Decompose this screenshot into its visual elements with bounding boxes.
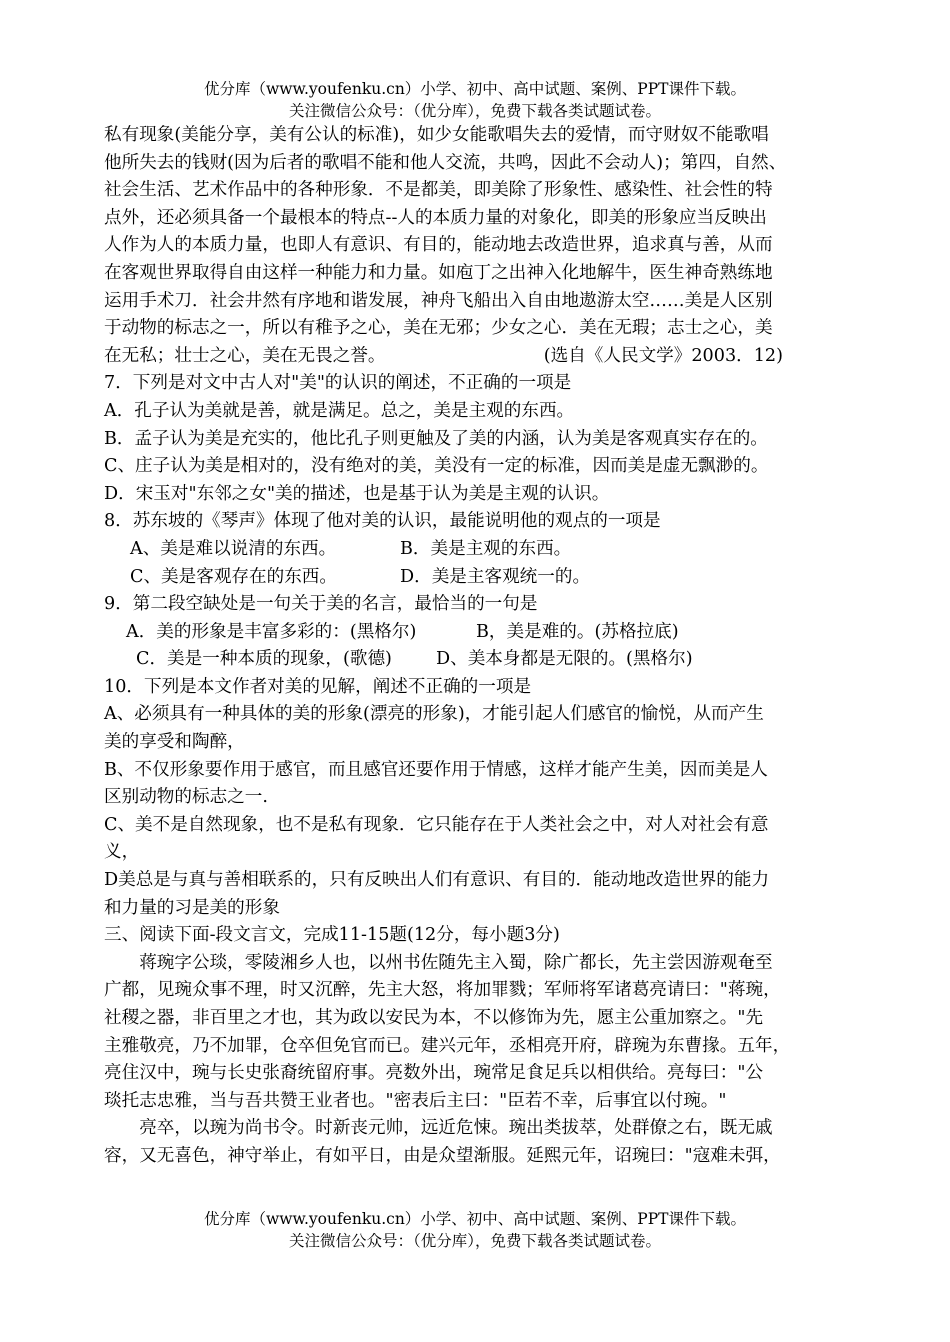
options-row [104,619,849,647]
question-stem: 7．下列是对文中古人对"美"的认识的阐述，不正确的一项是 [104,373,572,394]
question-9 [104,591,849,674]
document-body [104,122,849,1171]
passage-line: 社会生活、艺术作品中的各种形象．不是都美，即美除了形象性、感染性、社会性的特 [104,180,773,201]
section-heading: 三、阅读下面-段文言文，完成11-15题(12分，每小题3分) [104,925,560,946]
passage-line: 私有现象(美能分享，美有公认的标准)，如少女能歌唱失去的爱情，而守财奴不能歌唱 [104,125,769,145]
header-line-1: 优分库（www.youfenku.cn）小学、初中、高中试题、案例、PPT课件下载。 [203,80,747,98]
option-c: C．美是一种本质的现象，(歌德) [136,649,392,670]
question-10 [104,674,849,922]
option-a-line-1: A、必须具有一种具体的美的形象(漂亮的形象)，才能引起人们感官的愉悦，从而产生 [104,704,764,725]
question-8 [104,508,849,591]
option-a: A．美的形象是丰富多彩的：(黑格尔) [126,621,417,642]
option-a: A、美是难以说清的东西。 [130,538,337,559]
options-row [104,536,849,564]
footer-line-1: 优分库（www.youfenku.cn）小学、初中、高中试题、案例、PPT课件下载。 [203,1210,747,1228]
classical-text-line: 容，又无喜色，神守举止，有如平日，由是众望渐服。延熙元年，诏琬曰："寇难未弭， [104,1145,781,1166]
classical-text-line: 广都，见琬众事不理，时又沉醉，先主大怒，将加罪戮；军师将军诸葛亮请曰："蒋琬， [104,980,781,1001]
footer-line-2: 关注微信公众号：（优分库），免费下载各类试题试卷。 [288,1232,661,1250]
classical-text-line: 亮卒，以琬为尚书令。时新丧元帅，远近危悚。琬出类拔萃，处群僚之右，既无戚 [139,1118,773,1139]
question-stem: 8．苏东坡的《琴声》体现了他对美的认识，最能说明他的观点的一项是 [104,511,661,532]
section-3 [104,922,849,1170]
option-b-line-2: 区别动物的标志之一. [104,787,268,808]
options-row [104,646,849,674]
passage-line: 在客观世界取得自由这样一种能力和力量。如庖丁之出神入化地解牛，医生神奇熟练地 [104,262,773,283]
option-b: B，美是难的。(苏格拉底) [476,621,679,642]
option-a: A．孔子认为美就是善，就是满足。总之，美是主观的东西。 [104,400,575,421]
option-d: D．宋玉对"东邻之女"美的描述，也是基于认为美是主观的认识。 [104,483,610,504]
option-c-line-2: 义， [104,842,140,863]
classical-text-line: 亮住汉中，琬与长史张裔统留府事。亮数外出，琬常足食足兵以相供给。亮每曰："公 [104,1063,764,1084]
option-d-line-2: 和力量的习是美的形象 [104,897,280,918]
passage-line: 人作为人的本质力量，也即人有意识、有目的，能动地去改造世界，追求真与善，从而 [104,235,773,256]
page-footer [0,1208,950,1252]
option-b: B．美是主观的东西。 [400,538,572,559]
passage-last-line [104,343,849,371]
passage [104,122,849,370]
option-d-line-1: D美总是与真与善相联系的，只有反映出人们有意识、有目的．能动地改造世界的能力 [104,870,770,891]
option-b-line-1: B、不仅形象要作用于感官，而且感官还要作用于情感，这样才能产生美，因而美是人 [104,759,768,780]
question-7 [104,370,849,508]
passage-line: 他所失去的钱财(因为后者的歌唱不能和他人交流，共鸣，因此不会动人)；第四，自然、 [104,152,787,173]
passage-line: 运用手术刀．社会井然有序地和谐发展，神舟飞船出入自由地遨游太空……美是人区别 [104,290,773,311]
option-b: B．孟子认为美是充实的，他比孔子则更触及了美的内涵，认为美是客观真实存在的。 [104,428,768,449]
options-row [104,564,849,592]
option-c: C、庄子认为美是相对的，没有绝对的美，美没有一定的标准，因而美是虚无飘渺的。 [104,456,769,477]
question-stem: 10．下列是本文作者对美的见解，阐述不正确的一项是 [104,676,532,697]
passage-line: 点外，还必须具备一个最根本的特点--人的本质力量的对象化，即美的形象应当反映出 [104,207,767,228]
passage-source: (选自《人民文学》2003．12) [543,345,783,366]
header-line-2: 关注微信公众号：（优分库），免费下载各类试题试卷。 [288,102,661,120]
option-c-line-1: C、美不是自然现象，也不是私有现象．它只能存在于人类社会之中，对人对社会有意 [104,814,769,835]
page-header [0,78,950,122]
classical-text-line: 主雅敬亮，乃不加罪，仓卒但免官而已。建兴元年，丞相亮开府，辟琬为东曹掾。五年， [104,1035,791,1056]
classical-text-line: 琰托志忠雅，当与吾共赞王业者也。"密表后主曰："臣若不幸，后事宜以付琬。" [104,1090,727,1111]
passage-line: 于动物的标志之一，所以有稚予之心，美在无邪；少女之心．美在无瑕；志士之心，美 [104,318,773,339]
classical-text-line: 蒋琬字公琰，零陵湘乡人也，以州书佐随先主入蜀，除广都长，先主尝因游观奄至 [139,952,773,973]
option-c: C、美是客观存在的东西。 [130,566,337,587]
option-a-line-2: 美的享受和陶醉， [104,732,245,753]
option-d: D、美本身都是无限的。(黑格尔) [436,649,693,670]
classical-text-line: 社稷之器，非百里之才也，其为政以安民为本，不以修饰为先，愿主公重加察之。"先 [104,1008,764,1028]
passage-last-text: 在无私；壮士之心，美在无畏之誉。 [104,345,386,366]
question-stem: 9．第二段空缺处是一句关于美的名言，最恰当的一句是 [104,594,538,615]
option-d: D．美是主客观统一的。 [400,566,591,587]
